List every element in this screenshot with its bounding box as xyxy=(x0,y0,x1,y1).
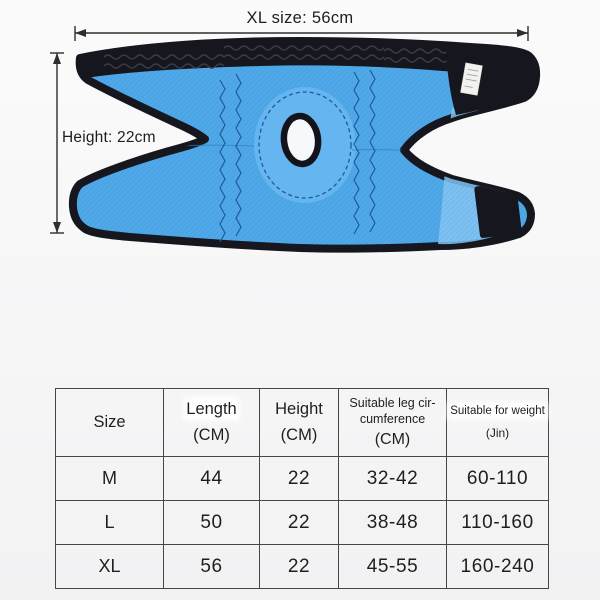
size-chart-table xyxy=(55,388,549,589)
header-leg-circumference: Suitable leg cir- cumference (CM) xyxy=(339,389,447,457)
cell-height-xl: 22 xyxy=(260,545,339,589)
height-dimension-label: Height: 22cm xyxy=(62,129,156,146)
cell-size-l: L xyxy=(56,501,164,545)
cell-leg-l: 38-48 xyxy=(339,501,447,545)
cell-length-l: 50 xyxy=(164,501,260,545)
header-size: Size xyxy=(56,389,164,457)
cell-weight-l: 110-160 xyxy=(447,501,549,545)
header-length: Length (CM) xyxy=(164,389,260,457)
header-height: Height (CM) xyxy=(260,389,339,457)
cell-length-m: 44 xyxy=(164,457,260,501)
table-row-l xyxy=(56,501,549,545)
cell-weight-xl: 160-240 xyxy=(447,545,549,589)
cell-height-l: 22 xyxy=(260,501,339,545)
cell-length-xl: 56 xyxy=(164,545,260,589)
cell-leg-xl: 45-55 xyxy=(339,545,447,589)
cell-weight-m: 60-110 xyxy=(447,457,549,501)
table-header-row xyxy=(56,389,549,457)
table-row-m xyxy=(56,457,549,501)
table-row-xl xyxy=(56,545,549,589)
cell-height-m: 22 xyxy=(260,457,339,501)
width-dimension-label: XL size: 56cm xyxy=(246,9,354,27)
cell-size-xl: XL xyxy=(56,545,164,589)
right-strap xyxy=(446,47,535,115)
cell-leg-m: 32-42 xyxy=(339,457,447,501)
cell-size-m: M xyxy=(56,457,164,501)
knee-opening xyxy=(282,114,321,165)
header-weight: Suitable for weight (Jin) xyxy=(447,389,549,457)
